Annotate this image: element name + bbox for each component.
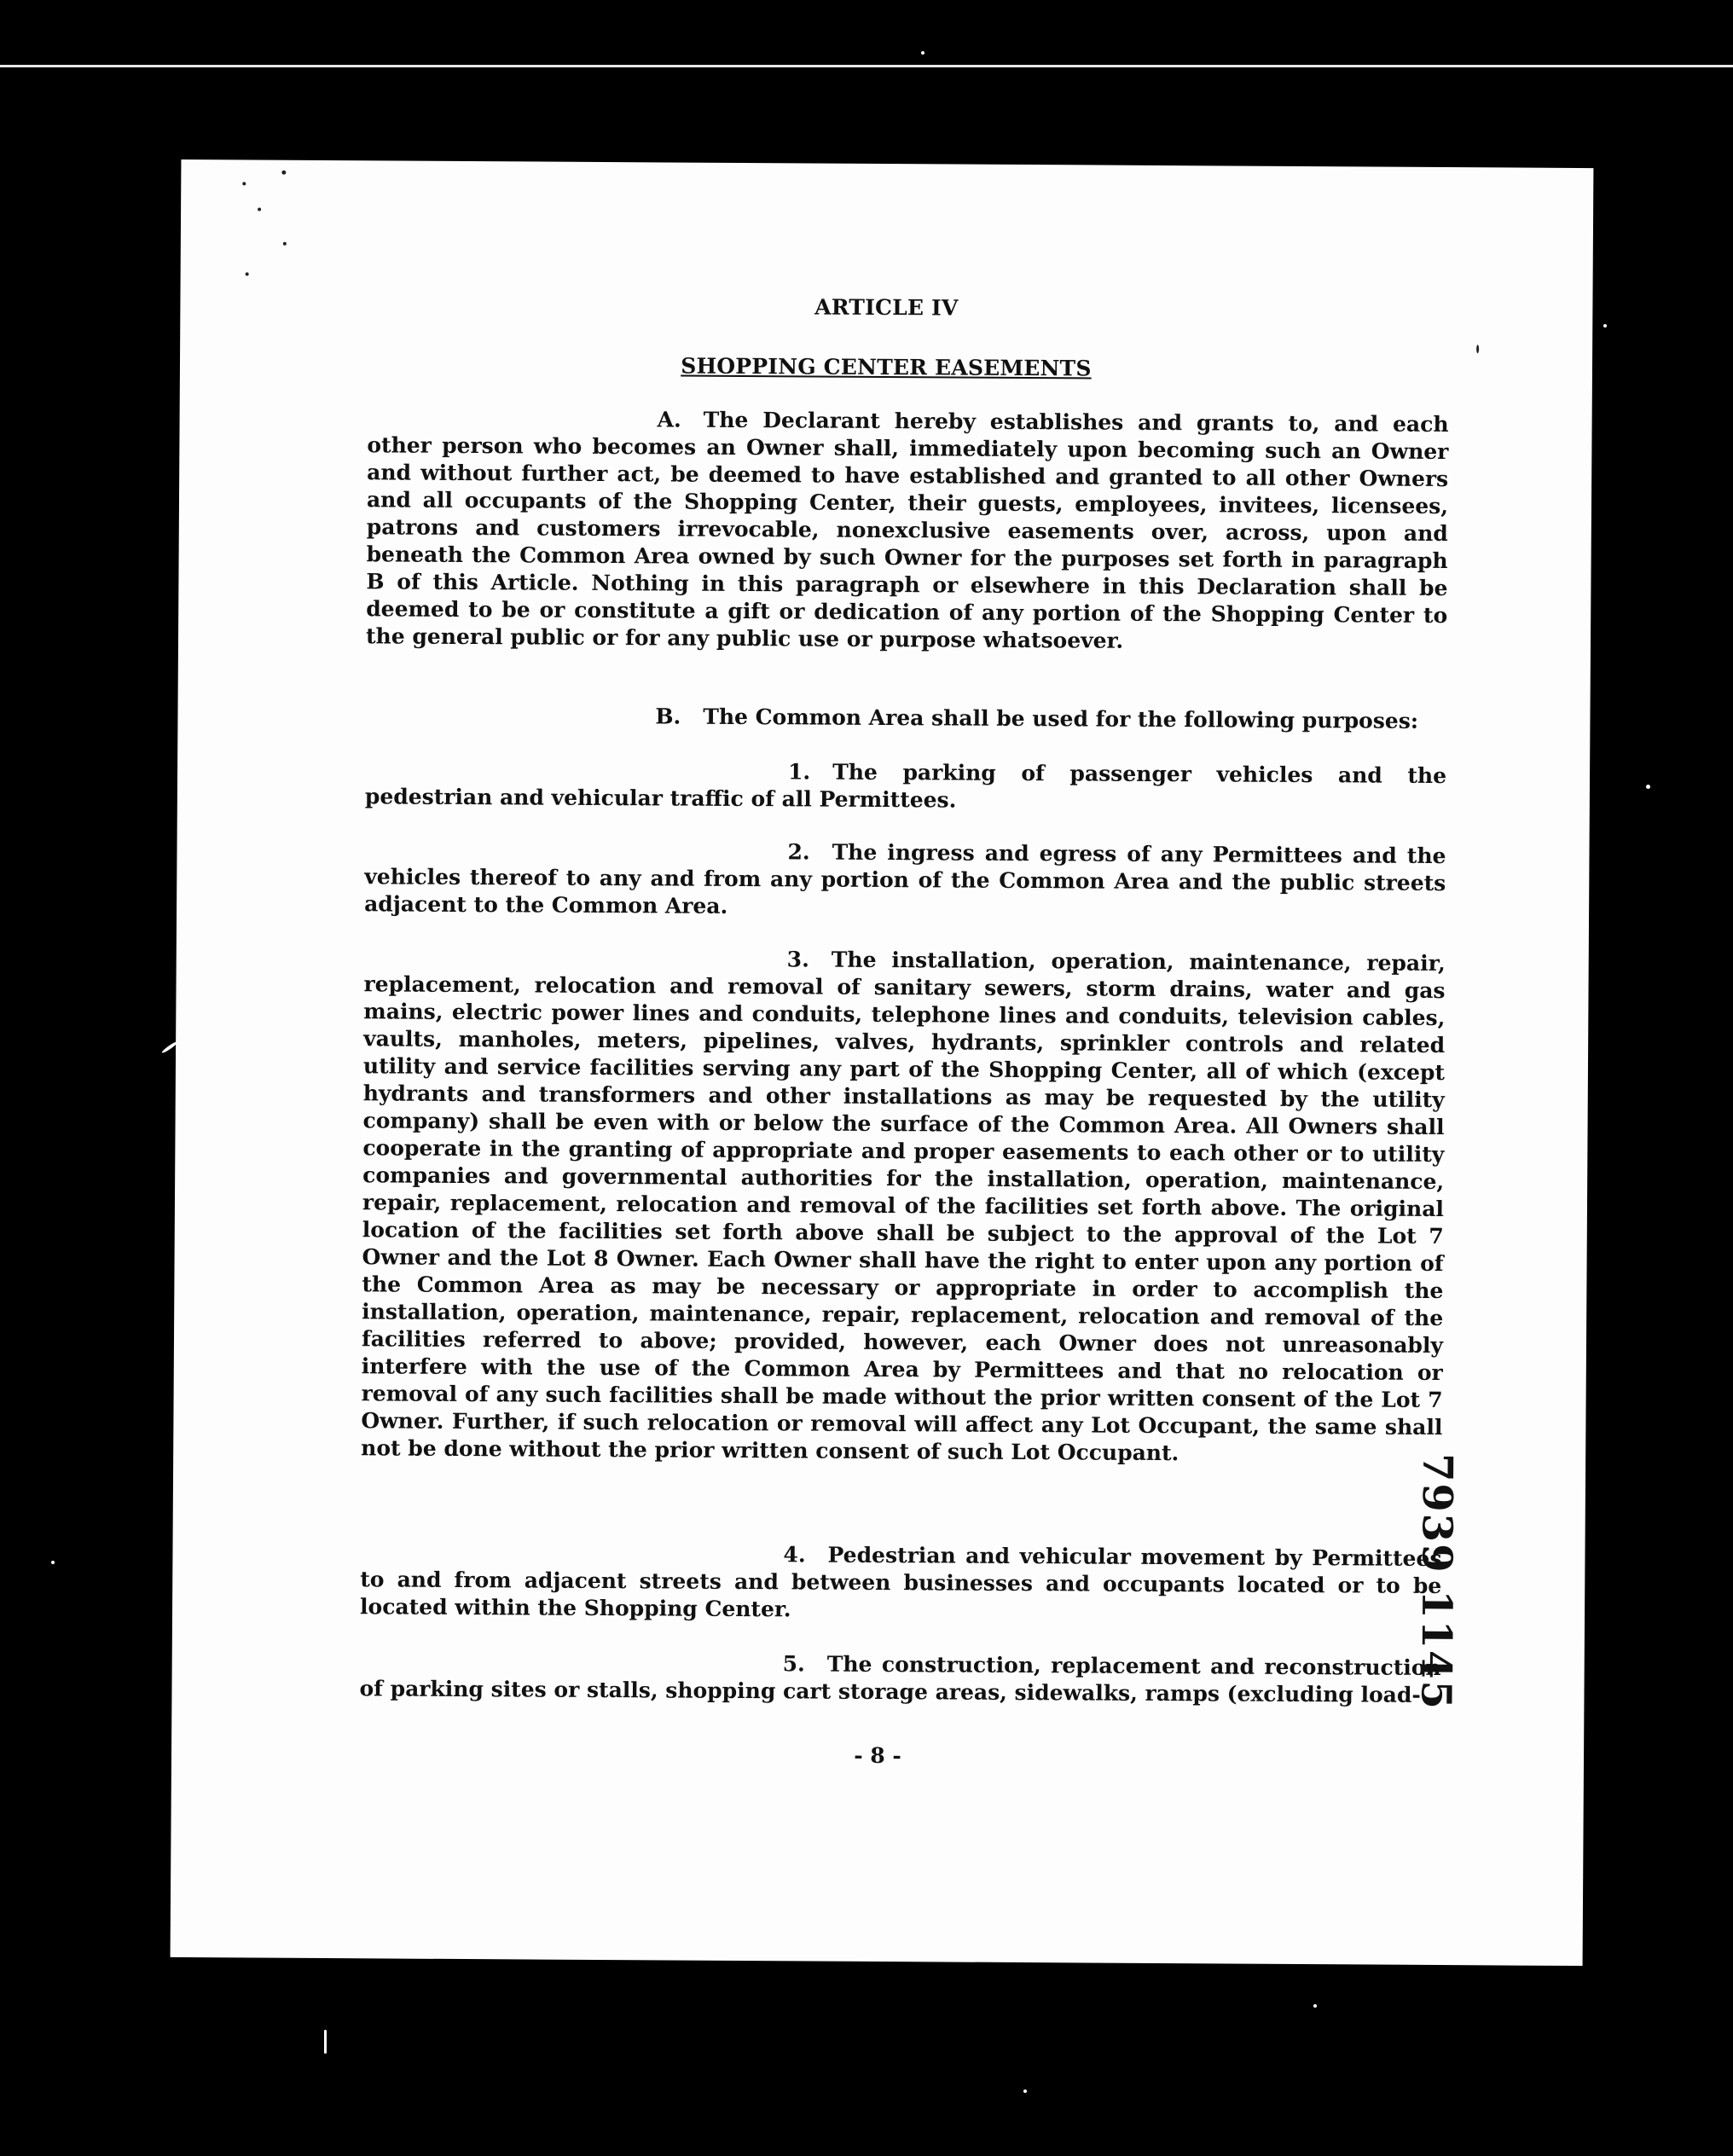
paragraph-b3-text: The installation, operation, maintenance, repair, replacement, relocation and removal of sanitary sewers, storm drains, water and gas mains, electric power lines and conduits, telephone lines and conduits, television cables, vaults, manholes, meters, pipelines, valves, hydrants, sprinkler controls and related utility and service facilities serving any part of the Shopping Center, all of which (except hydrants and transformers and other installations as may be requested by the utility company) shall be even with or below the surface of the Common Area. All Owners shall cooperate in the granting of appropriate and proper easements to each other or to utility companies and governmental authorities for the installation, operation, maintenance, repair, replacement, relocation and removal of the facilities set forth above. The original location of the facilities set forth above shall be subject to the approval of the Lot 7 Owner and the Lot 8 Owner. Each Owner shall have the right to enter upon any portion of the Common Area as may be necessary or appropriate in order to accomplish the installation, operation, maintenance, repair, replacement, relocation and removal of the facilities referred to above; provided, however, each Owner does not unreasonably interfere with the use of the Common Area by Permittees and that no relocation or removal of any such facilities shall be made without the prior written consent of the Lot 7 Owner. Further, if such relocation or removal will affect any Lot Occupant, the same shall not be done without the prior written consent of such Lot Occupant. — [361, 947, 1446, 1466]
paragraph-b3 — [361, 943, 1446, 1469]
paragraph-b-text: The Common Area shall be used for the following purposes: — [703, 704, 1419, 733]
paragraph-b1-label: 1. — [787, 759, 811, 785]
page-speck — [1476, 345, 1479, 353]
scan-speck — [1603, 324, 1607, 327]
paragraph-b1-text: The parking of passenger vehicles and the pedestrian and vehicular traffic of all Permittees. — [364, 759, 1447, 813]
paragraph-b4-text: Pedestrian and vehicular movement by Permittees to and from adjacent streets and between businesses and occupants located or to be located within the Shopping Center. — [360, 1542, 1442, 1622]
scan-speck — [51, 1561, 55, 1564]
page-speck — [283, 242, 287, 246]
page-speck — [258, 208, 261, 212]
paragraph-b4 — [360, 1539, 1442, 1627]
paragraph-b1 — [365, 756, 1446, 817]
paragraph-a-label: A. — [657, 407, 681, 432]
paragraph-b2 — [364, 836, 1446, 924]
paragraph-b5-label: 5. — [782, 1651, 805, 1677]
page-speck — [246, 272, 249, 275]
scan-speck — [1023, 2089, 1027, 2093]
paragraph-b — [365, 701, 1446, 735]
article-title: ARTICLE IV — [814, 294, 959, 321]
paragraph-b-label: B. — [655, 704, 681, 729]
scan-speck — [1313, 2004, 1317, 2008]
paragraph-a — [366, 404, 1449, 657]
paragraph-b2-label: 2. — [787, 839, 810, 865]
document-page — [171, 159, 1594, 1966]
paragraph-b5-text: The construction, replacement and reconstruction of parking sites or stalls, shopping cart storage areas, sidewalks, ramps (excluding load- — [359, 1651, 1441, 1707]
section-title: SHOPPING CENTER EASEMENTS — [681, 353, 1092, 381]
scan-speck — [1646, 785, 1650, 789]
page-number: - 8 - — [854, 1742, 901, 1769]
page-speck — [281, 171, 286, 175]
recording-margin-number: 7939 1145 — [1411, 1452, 1462, 1712]
paragraph-a-text: The Declarant hereby establishes and grants to, and each other person who becomes an Owner shall, immediately upon becoming such an Owner and without further act, be deemed to have established and granted to all other Owners and all occupants of the Shopping Center, their guests, employees, invitees, licensees, patrons and customers irrevocable, nonexclusive easements over, across, upon and beneath the Common Area owned by such Owner for the purposes set forth in paragraph B of this Article. Nothing in this paragraph or elsewhere in this Declaration shall be deemed to be or constitute a gift or dedication of any portion of the Shopping Center to the general public or for any public use or purpose whatsoever. — [365, 407, 1449, 653]
page-speck — [242, 182, 246, 185]
scan-border-line — [0, 65, 1733, 67]
scan-speck — [324, 2030, 327, 2054]
paragraph-b3-label: 3. — [786, 947, 809, 972]
paragraph-b5 — [359, 1648, 1440, 1709]
scan-speck — [921, 51, 924, 55]
paragraph-b2-text: The ingress and egress of any Permittees and the vehicles thereof to any and from any portion of the Common Area and the public streets adjacent to the Common Area. — [364, 839, 1446, 919]
paragraph-b4-label: 4. — [783, 1542, 806, 1568]
